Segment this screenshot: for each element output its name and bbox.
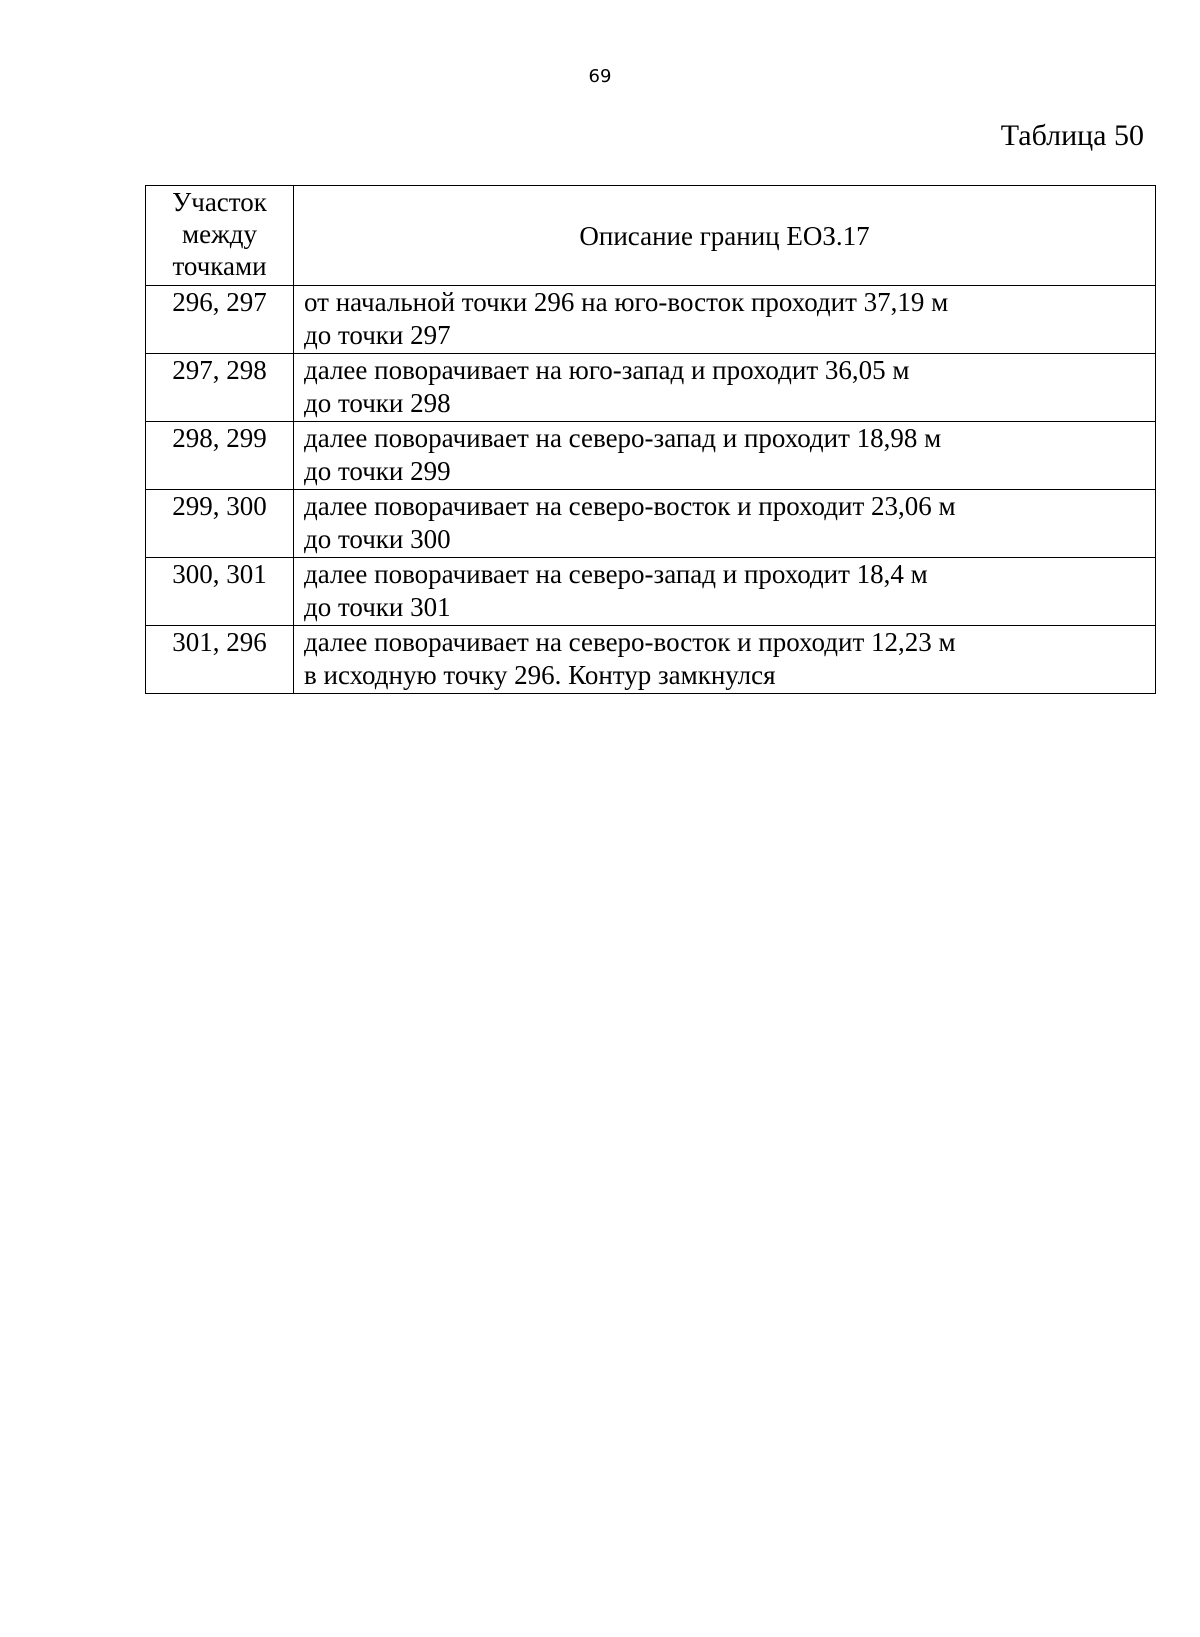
- page-number: 69: [588, 66, 612, 87]
- segment-cell: 297, 298: [146, 354, 294, 422]
- description-cell: далее поворачивает на северо-запад и проходит 18,98 м до точки 299: [294, 422, 1156, 490]
- table-caption: Таблица 50: [1000, 119, 1144, 152]
- segment-cell: 300, 301: [146, 558, 294, 626]
- header-description: Описание границ ЕОЗ.17: [294, 186, 1156, 286]
- segment-cell: 299, 300: [146, 490, 294, 558]
- description-cell: от начальной точки 296 на юго-восток проходит 37,19 м до точки 297: [294, 286, 1156, 354]
- segment-cell: 298, 299: [146, 422, 294, 490]
- header-segment: Участок между точками: [146, 186, 294, 286]
- description-cell: далее поворачивает на юго-запад и проходит 36,05 м до точки 298: [294, 354, 1156, 422]
- description-cell: далее поворачивает на северо-восток и проходит 12,23 м в исходную точку 296. Контур замкнулся: [294, 626, 1156, 694]
- description-cell: далее поворачивает на северо-запад и проходит 18,4 м до точки 301: [294, 558, 1156, 626]
- table-row: [146, 354, 1156, 422]
- table-row: [146, 558, 1156, 626]
- table-row: [146, 286, 1156, 354]
- table-row: [146, 626, 1156, 694]
- table-row: [146, 490, 1156, 558]
- table-header-row: [146, 186, 1156, 286]
- description-cell: далее поворачивает на северо-восток и проходит 23,06 м до точки 300: [294, 490, 1156, 558]
- segment-cell: 301, 296: [146, 626, 294, 694]
- segment-cell: 296, 297: [146, 286, 294, 354]
- boundary-description-table: [145, 185, 1156, 694]
- table-row: [146, 422, 1156, 490]
